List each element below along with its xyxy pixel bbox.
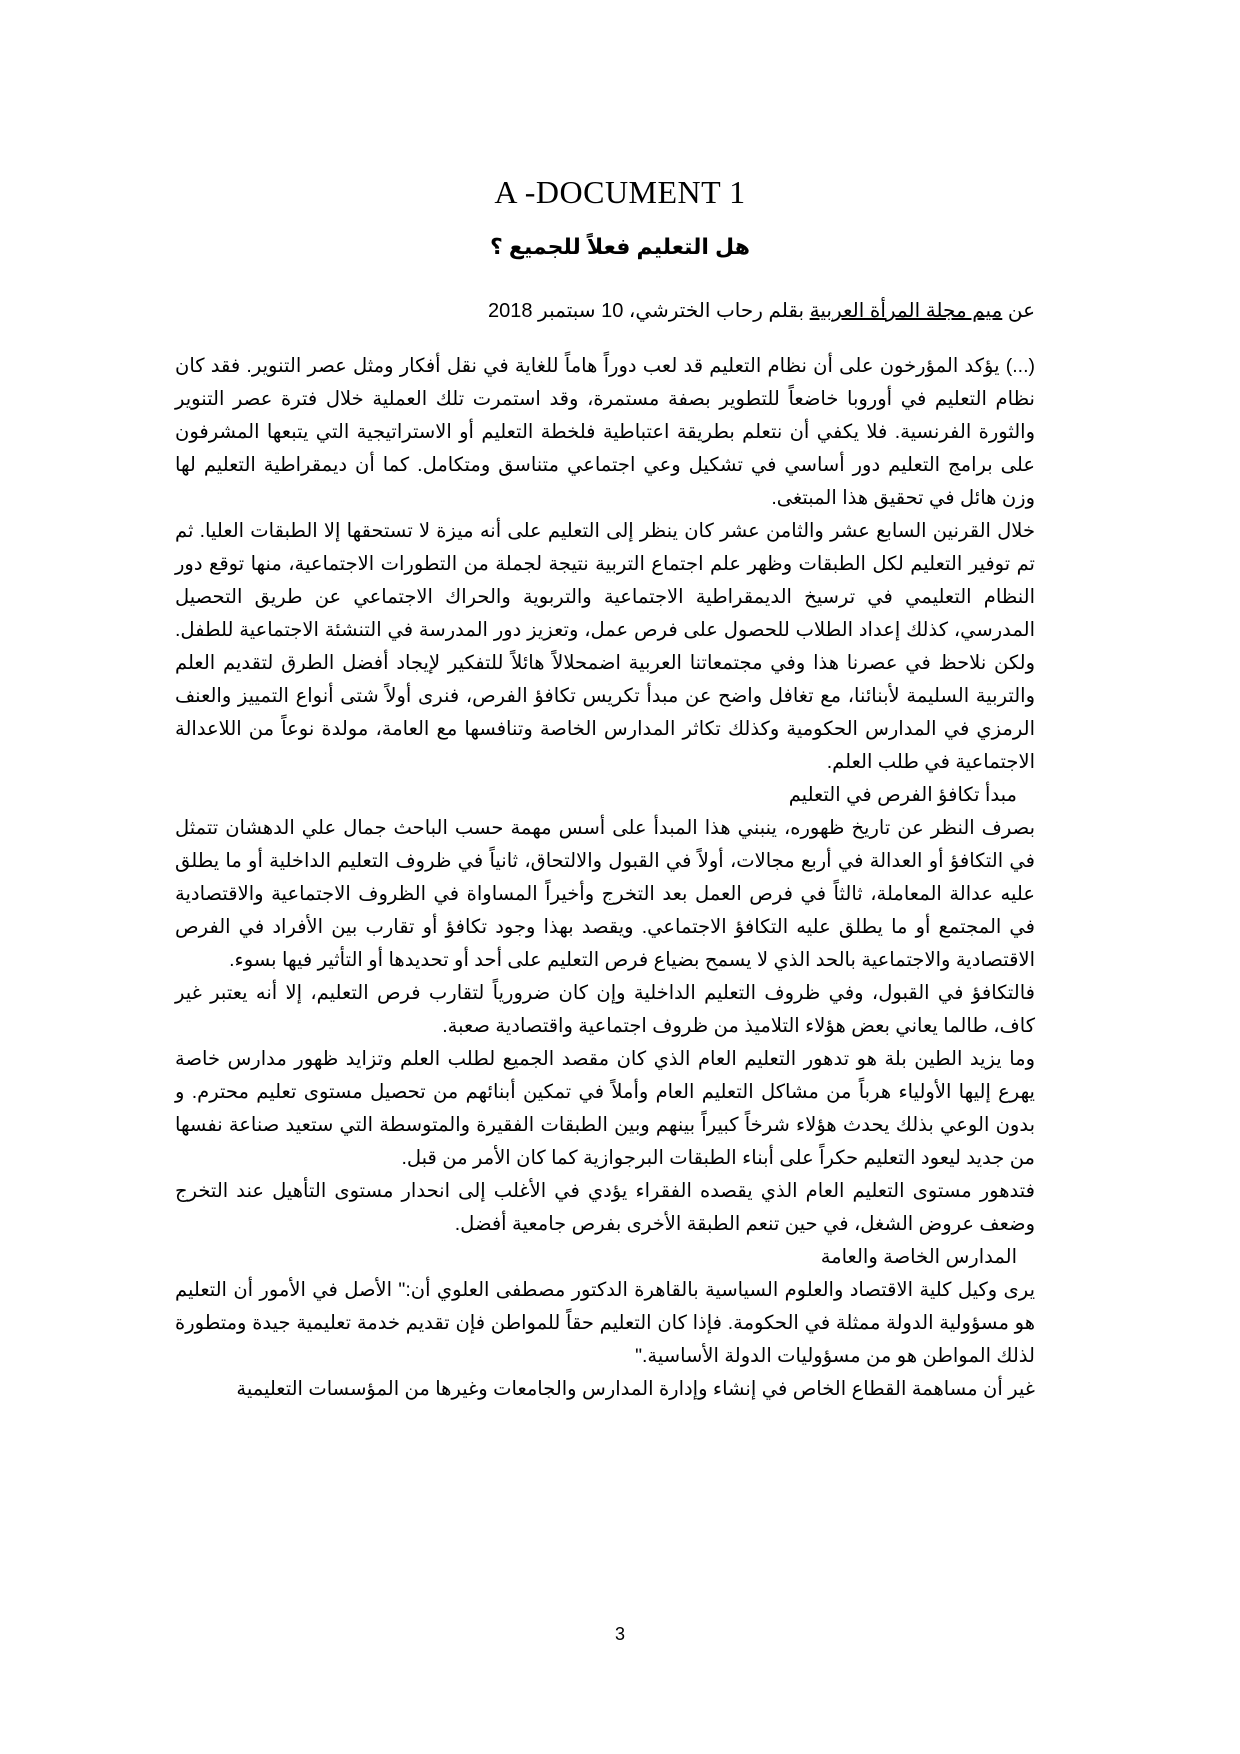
paragraph: يرى وكيل كلية الاقتصاد والعلوم السياسية بالقاهرة الدكتور مصطفى العلوي أن:" الأصل في الأمور أن التعليم هو مسؤولية الدولة ممثلة في الحكومة. فإذا كان التعليم حقاً للمواطن فإن تقديم خدمة تعليمية جيدة ومتطورة لذلك المواطن هو من مسؤوليات الدولة الأساسية." xyxy=(175,1279,1035,1367)
document-heading: A -DOCUMENT 1 xyxy=(494,174,746,210)
paragraph: فالتكافؤ في القبول، وفي ظروف التعليم الداخلية وإن كان ضرورياً لتقارب فرص التعليم، إلا أنه يعتبر غير كاف، طالما يعاني بعض هؤلاء التلاميذ من ظروف اجتماعية واقتصادية صعبة. xyxy=(175,982,1035,1037)
paragraph: خلال القرنين السابع عشر والثامن عشر كان ينظر إلى التعليم على أنه ميزة لا تستحقها إلا الطبقات العليا. ثم تم توفير التعليم لكل الطبقات وظهر علم اجتماع التربية نتيجة لجملة من التطورات الاجتماعية، منها توقع دور النظام التعليمي في ترسيخ الديمقراطية الاجتماعية والتربوية والحراك الاجتماعي عن طريق التحصيل المدرسي، كذلك إعداد الطلاب للحصول على فرص عمل، وتعزيز دور المدرسة في التنشئة الاجتماعية للطفل. ولكن نلاحظ في عصرنا هذا وفي مجتمعاتنا العربية اضمحلالاً هائلاً للتفكير لإيجاد أفضل الطرق لتقديم العلم والتربية السليمة لأبنائنا، مع تغافل واضح عن مبدأ تكريس تكافؤ الفرص، فنرى أولاً شتى أنواع التمييز والعنف الرمزي في المدارس الحكومية وكذلك تكاثر المدارس الخاصة وتنافسها مع العامة، مولدة نوعاً من اللاعدالة الاجتماعية في طلب العلم. xyxy=(175,520,1035,773)
article-body xyxy=(175,350,1035,1406)
section-subheading: مبدأ تكافؤ الفرص في التعليم xyxy=(788,784,1017,806)
source-site-link: ميم مجلة المرأة العربية xyxy=(809,300,1003,322)
paragraph: فتدهور مستوى التعليم العام الذي يقصده الفقراء يؤدي في الأغلب إلى انحدار مستوى التأهيل عند التخرج وضعف عروض الشغل، في حين تنعم الطبقة الأخرى بفرص جامعية أفضل. xyxy=(175,1180,1035,1235)
article-source xyxy=(180,296,1035,326)
paragraph: وما يزيد الطين بلة هو تدهور التعليم العام الذي كان مقصد الجميع لطلب العلم وتزايد ظهور مدارس خاصة يهرع إليها الأولياء هرباً من مشاكل التعليم العام وأملاً في تمكين أبنائهم من تحصيل مستوى تعليم محترم. و بدون الوعي بذلك يحدث هؤلاء شرخاً كبيراً بينهم وبين الطبقات الفقيرة والمتوسطة التي ستعيد صناعة نفسها من جديد ليعود التعليم حكراً على أبناء الطبقات البرجوازية كما كان الأمر من قبل. xyxy=(175,1048,1035,1169)
paragraph: بصرف النظر عن تاريخ ظهوره، ينبني هذا المبدأ على أسس مهمة حسب الباحث جمال علي الدهشان تتمثل في التكافؤ أو العدالة في أربع مجالات، أولاً في القبول والالتحاق، ثانياً في ظروف التعليم الداخلية أو ما يطلق عليه عدالة المعاملة، ثالثاً في فرص العمل بعد التخرج وأخيراً المساواة في الظروف الاجتماعية والاقتصادية في المجتمع أو ما يطلق عليه التكافؤ الاجتماعي. ويقصد بهذا وجود تكافؤ أو تقارب بين الأفراد في الفرص الاقتصادية والاجتماعية بالحد الذي لا يسمح بضياع فرص التعليم على أحد أو تحديدها أو التأثير فيها بسوء. xyxy=(175,817,1035,971)
page-number: 3 xyxy=(614,1624,625,1644)
source-prefix: عن xyxy=(1002,300,1035,322)
article-title: هل التعليم فعلاً للجميع ؟ xyxy=(490,234,750,259)
section-subheading: المدارس الخاصة والعامة xyxy=(820,1246,1017,1268)
paragraph: غير أن مساهمة القطاع الخاص في إنشاء وإدارة المدارس والجامعات وغيرها من المؤسسات التعليمية xyxy=(236,1378,1035,1400)
paragraph: (...) يؤكد المؤرخون على أن نظام التعليم قد لعب دوراً هاماً للغاية في نقل أفكار ومثل عصر التنوير. فقد كان نظام التعليم في أوروبا خاضعاً للتطوير بصفة مستمرة، وقد استمرت تلك العملية خلال فترة عصر التنوير والثورة الفرنسية. فلا يكفي أن نتعلم بطريقة اعتباطية فلخطة التعليم أو الاستراتيجية التي يتبعها المشرفون على برامج التعليم دور أساسي في تشكيل وعي اجتماعي متناسق ومتكامل. كما أن ديمقراطية التعليم لها وزن هائل في تحقيق هذا المبتغى. xyxy=(175,355,1035,509)
source-author-date: بقلم رحاب الخترشي، 10 سبتمبر 2018 xyxy=(488,300,810,322)
